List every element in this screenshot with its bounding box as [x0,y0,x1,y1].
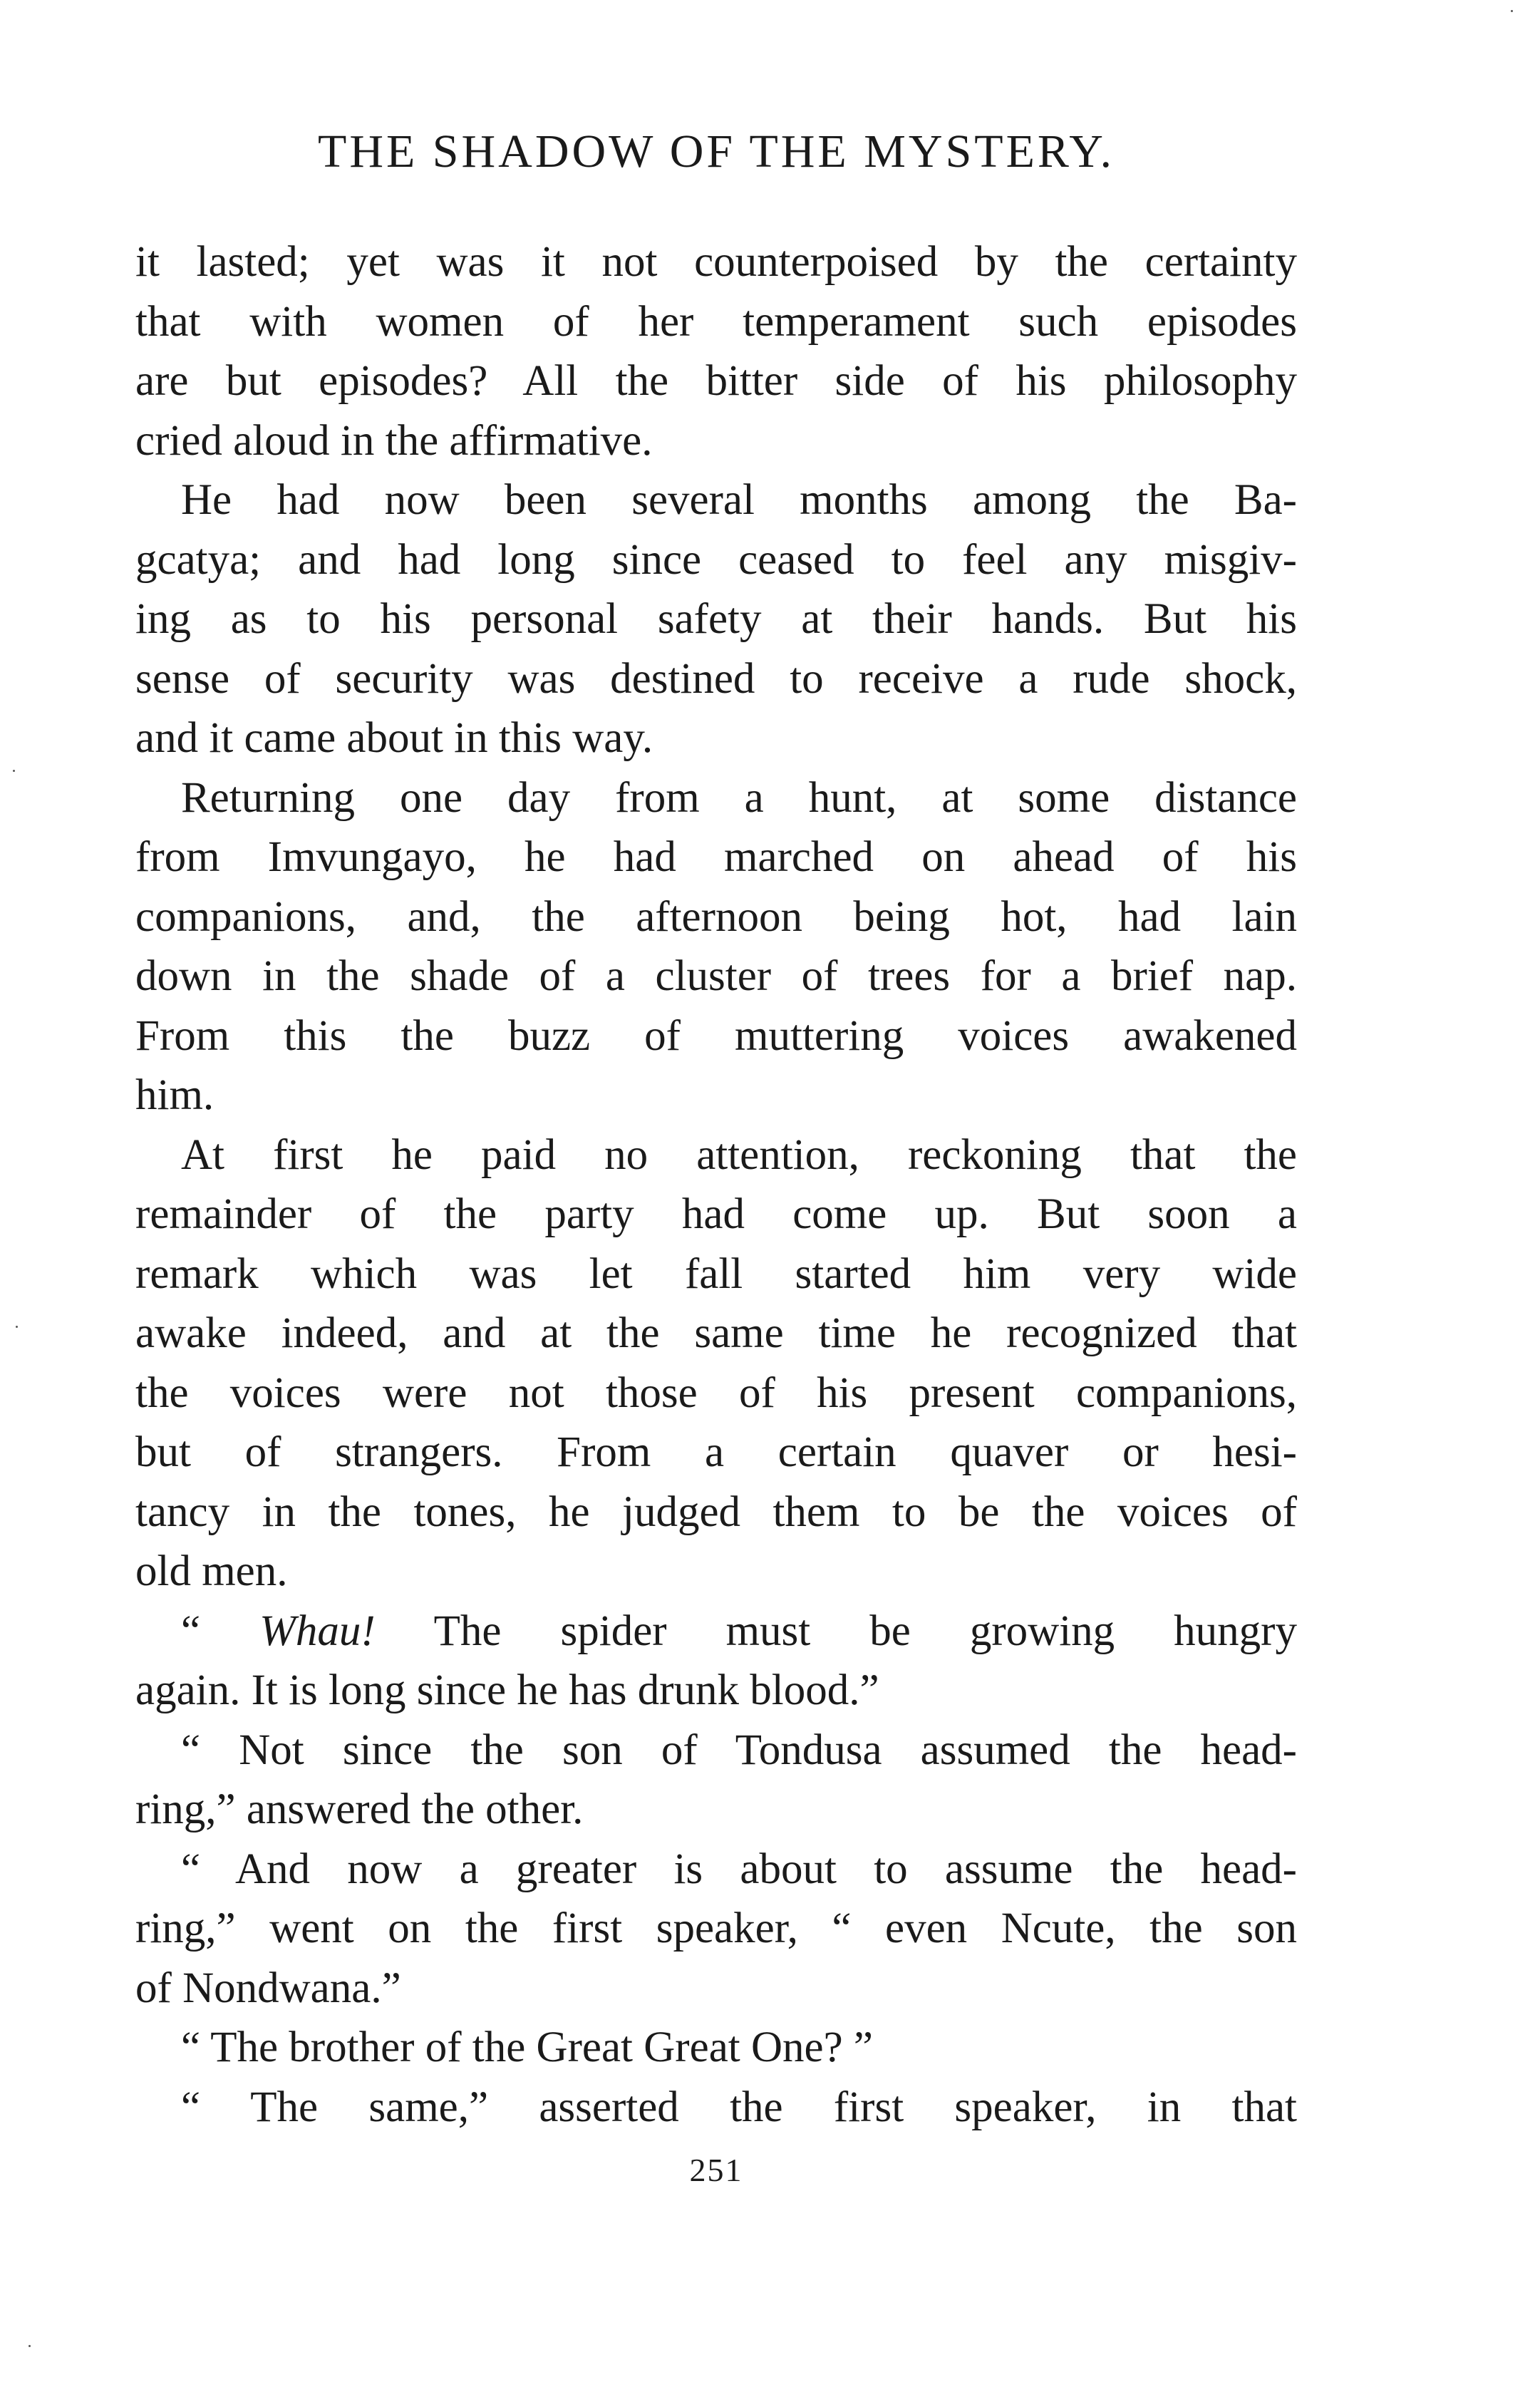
text-line: companions, and, the afternoon being hot, had lain [135,892,1297,941]
text-line [135,1602,1297,1661]
text-line: but of strangers. From a certain quaver or hesi- [135,1428,1297,1476]
text-line: From this the buzz of muttering voices awakened [135,1011,1297,1060]
text-line: ring,” answered the other. [135,1785,584,1833]
text-line: that with women of her temperament such episodes [135,297,1297,346]
scan-speck [16,1326,18,1328]
text-line: “ Not since the son of Tondusa assumed the head- [181,1726,1297,1774]
text-line: “ And now a greater is about to assume the head- [181,1845,1297,1893]
text-line: He had now been several months among the Ba- [181,476,1297,524]
text-line: ring,” went on the first speaker, “ even Ncute, the son [135,1904,1297,1952]
scan-speck [29,2345,31,2347]
text-line: “ The same,” asserted the first speaker, in that [181,2083,1297,2131]
text-line: remark which was let fall started him very wide [135,1249,1297,1298]
text-line: down in the shade of a cluster of trees for a brief nap. [135,952,1297,1000]
text-line: from Imvungayo, he had marched on ahead of his [135,833,1297,881]
text-line: old men. [135,1547,288,1595]
text-line: it lasted; yet was it not counterpoised by the certainty [135,238,1297,286]
running-head: THE SHADOW OF THE MYSTERY. [318,125,1115,177]
text-line: are but episodes? All the bitter side of his philosophy [135,357,1297,405]
text-line: tancy in the tones, he judged them to be the voices of [135,1488,1297,1536]
text-line: him. [135,1071,215,1119]
text-line: awake indeed, and at the same time he recognized that [135,1309,1297,1357]
text-line: again. It is long since he has drunk blood.” [135,1666,879,1714]
text-line: remainder of the party had come up. But soon a [135,1190,1297,1238]
text-line: the voices were not those of his present companions, [135,1368,1297,1417]
text-line: and it came about in this way. [135,714,653,762]
text-line: Returning one day from a hunt, at some distance [181,773,1297,822]
scan-speck [1511,10,1513,12]
scan-speck [13,770,15,772]
text-line: At first he paid no attention, reckoning that the [181,1130,1297,1179]
text-line: sense of security was destined to receive a rude shock, [135,654,1297,703]
quote-rest: The spider must be growing hungry [375,1607,1297,1655]
text-line: “ The brother of the Great Great One? ” [181,2024,873,2071]
body-text [135,232,1297,2137]
text-line: ing as to his personal safety at their hands. But his [135,595,1297,643]
text-line: of Nondwana.” [135,1964,401,2012]
page-number: 251 [689,2152,743,2188]
text-line: gcatya; and had long since ceased to feel any misgiv- [135,535,1297,584]
text-line: cried aloud in the affirmative. [135,416,653,465]
quote-open: “ [181,1607,260,1655]
exclamation-italic: Whau! [259,1607,376,1655]
